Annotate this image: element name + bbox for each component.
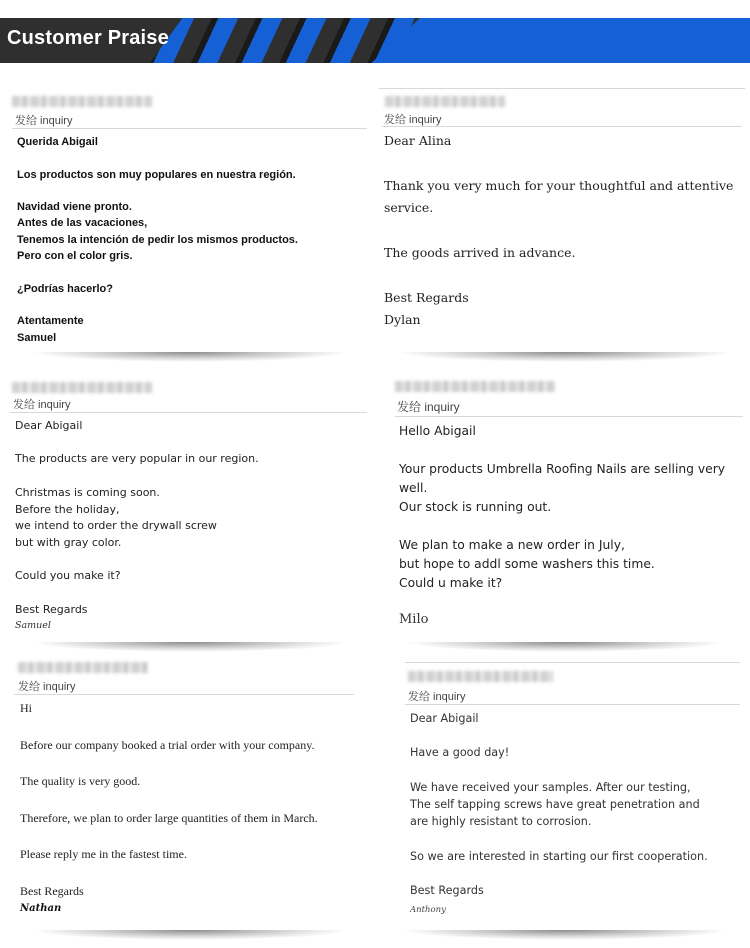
divider — [10, 412, 367, 413]
testimonial-card-nathan — [0, 658, 375, 948]
blurred-sender — [385, 96, 505, 107]
divider — [14, 694, 354, 695]
card-shadow — [405, 642, 725, 652]
recipient-line: 发给 inquiry — [15, 115, 73, 127]
divider — [12, 128, 367, 129]
card-shadow — [30, 642, 350, 652]
divider — [405, 704, 740, 705]
top-rule — [405, 662, 740, 663]
testimonial-card-dylan — [375, 0, 750, 370]
message-body: Querida Abigail Los productos son muy populares en nuestra región. Navidad viene pronto. Antes de las vacaciones, Tenemos la intención de pedir los mismos productos. Pero con el color gris. ¿Podrías hacerlo? Atentamente Samuel — [17, 136, 298, 344]
recipient-line: 发给 inquiry — [408, 691, 466, 703]
testimonial-card-anthony — [375, 658, 750, 948]
blurred-sender — [408, 671, 553, 682]
card-shadow — [400, 930, 730, 940]
recipient-line: 发给 inquiry — [397, 400, 460, 414]
message-body: Dear Abigail The products are very popular in our region. Christmas is coming soon. Before the holiday, we intend to order the drywall screw but with gray color. Could you make it? Best Regards — [15, 419, 259, 616]
divider — [395, 416, 743, 417]
testimonial-card-samuel-es — [0, 0, 375, 370]
blurred-sender — [18, 662, 148, 673]
blurred-sender — [395, 381, 555, 392]
divider — [382, 126, 742, 127]
signature: Milo — [399, 612, 429, 627]
testimonial-card-samuel-en — [0, 370, 375, 658]
message-body: Hello Abigail Your products Umbrella Roofing Nails are selling very well. Our stock is running out. We plan to make a new order in July, but hope to addl some washers this time. Could u make it? — [399, 424, 726, 590]
message-body: Hi Before our company booked a trial order with your company. The quality is very good. Therefore, we plan to order large quantities of them in March. Please reply me in the fastest time. Best Regards — [20, 701, 318, 898]
card-shadow — [30, 930, 350, 940]
recipient-line: 发给 inquiry — [384, 114, 442, 126]
card-shadow — [395, 352, 735, 362]
testimonial-card-milo — [375, 370, 750, 658]
header-title: Customer Praise — [7, 27, 169, 49]
signature: Anthony — [410, 905, 446, 915]
top-rule — [379, 88, 745, 89]
recipient-line: 发给 inquiry — [18, 681, 76, 693]
card-shadow — [30, 352, 350, 362]
recipient-line: 发给 inquiry — [13, 399, 71, 411]
signature: Samuel — [15, 620, 51, 631]
message-body: Dear Alina Thank you very much for your thoughtful and attentive service. The goods arrived in advance. Best Regards Dylan — [384, 133, 734, 328]
message-body: Dear Abigail Have a good day! We have received your samples. After our testing, The self tapping screws have great penetration and are highly resistant to corrosion. So we are interested in starting our first cooperation. Best Regards — [410, 712, 708, 898]
signature: Nathan — [20, 903, 62, 914]
blurred-sender — [12, 96, 152, 107]
blurred-sender — [12, 382, 152, 393]
